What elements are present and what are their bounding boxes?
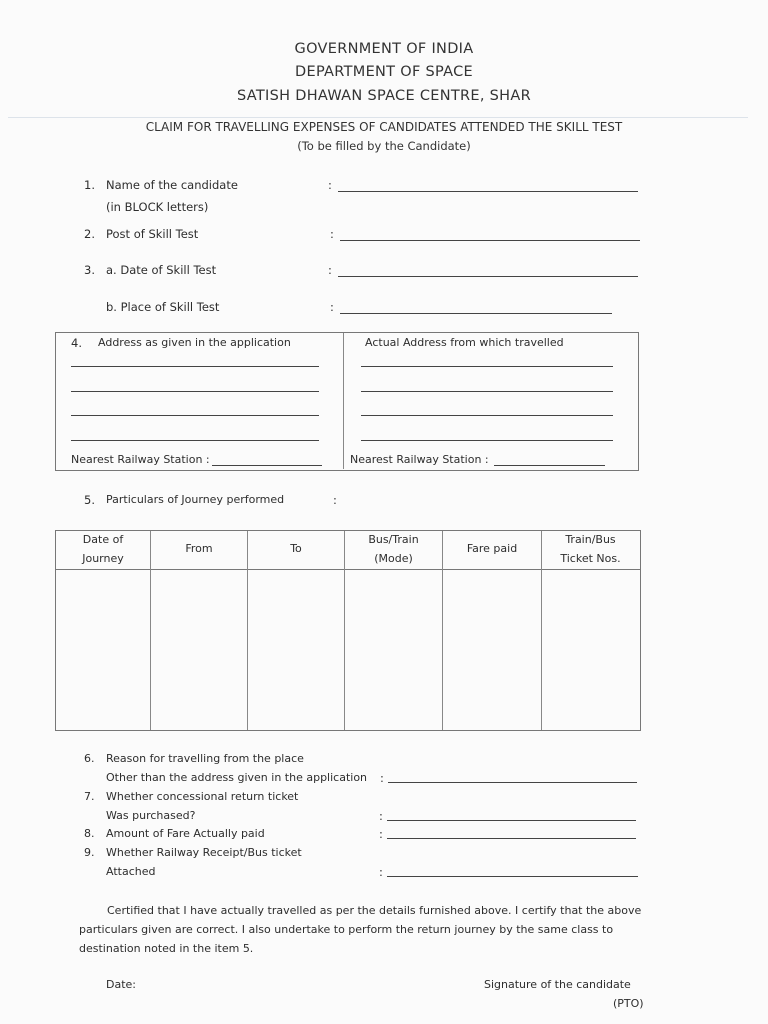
q3a-input-line[interactable] <box>338 276 638 277</box>
col-mode-line-1: Bus/Train <box>368 533 419 546</box>
q6-colon: : <box>380 771 384 785</box>
address-actual-header: Actual Address from which travelled <box>365 336 564 349</box>
q1-colon: : <box>328 178 332 192</box>
date-label: Date: <box>106 978 136 991</box>
q7-input-line[interactable] <box>387 820 636 821</box>
col-date-line-2: Journey <box>82 552 124 565</box>
certification-text-body: Certified that I have actually travelled as per the details furnished above. I certify that the above particulars given are correct. I also undertake to perform the return journey by the same class to destination noted in the item 5. <box>79 904 642 955</box>
q1-number: 1. <box>84 178 95 192</box>
q3b-colon: : <box>330 300 334 314</box>
col-mode-header <box>345 530 442 568</box>
application-address-line-3[interactable] <box>71 415 319 416</box>
q3a-colon: : <box>328 263 332 277</box>
actual-station-line[interactable] <box>494 465 605 466</box>
header-divider <box>8 117 748 118</box>
q1-label: Name of the candidate <box>106 178 238 192</box>
journey-col-divider-4 <box>442 531 443 730</box>
col-ticket-line-2: Ticket Nos. <box>560 552 621 565</box>
q2-label: Post of Skill Test <box>106 227 199 241</box>
header-centre: SATISH DHAWAN SPACE CENTRE, SHAR <box>237 88 531 104</box>
q9-input-line[interactable] <box>387 876 638 877</box>
header-department: DEPARTMENT OF SPACE <box>295 64 473 80</box>
address-application-header: Address as given in the application <box>98 336 291 349</box>
q8-label: Amount of Fare Actually paid <box>106 827 265 840</box>
col-mode-line-2: (Mode) <box>374 552 413 565</box>
q9-label-line-2: Attached <box>106 865 156 878</box>
col-ticket-line-1: Train/Bus <box>565 533 616 546</box>
pto-label: (PTO) <box>613 997 644 1010</box>
application-address-line-1[interactable] <box>71 366 319 367</box>
application-station-label: Nearest Railway Station : <box>71 453 210 466</box>
q6-label-line-2: Other than the address given in the application <box>106 771 368 784</box>
q5-colon: : <box>333 493 337 507</box>
address-box <box>55 332 639 471</box>
certification-text <box>79 901 644 958</box>
col-from-header: From <box>185 542 213 555</box>
form-title: CLAIM FOR TRAVELLING EXPENSES OF CANDIDATES ATTENDED THE SKILL TEST <box>145 120 623 134</box>
q8-colon: : <box>379 827 383 841</box>
q6-input-line[interactable] <box>388 782 637 783</box>
col-fare-paid-header: Fare paid <box>466 542 518 555</box>
q5-number: 5. <box>84 493 95 507</box>
q2-colon: : <box>330 227 334 241</box>
signature-label: Signature of the candidate <box>484 978 631 991</box>
actual-station-label: Nearest Railway Station : <box>350 453 489 466</box>
q9-label-line-1: Whether Railway Receipt/Bus ticket <box>106 846 302 859</box>
col-ticket-nos-header <box>542 530 639 568</box>
q6-label-line-1: Reason for travelling from the place <box>106 752 304 765</box>
q3b-label: b. Place of Skill Test <box>106 300 220 314</box>
q7-label-line-1: Whether concessional return ticket <box>106 790 299 803</box>
q8-number: 8. <box>84 827 95 840</box>
col-to-header: To <box>290 542 302 555</box>
q8-input-line[interactable] <box>387 838 636 839</box>
q3a-label: a. Date of Skill Test <box>106 263 217 277</box>
address-box-divider <box>343 333 344 469</box>
col-date-line-1: Date of <box>82 533 124 546</box>
q1-input-line[interactable] <box>338 191 638 192</box>
q6-number: 6. <box>84 752 95 765</box>
q7-label-line-2: Was purchased? <box>106 809 196 822</box>
q5-label: Particulars of Journey performed <box>106 493 285 506</box>
actual-address-line-4[interactable] <box>361 440 613 441</box>
q9-number: 9. <box>84 846 95 859</box>
actual-address-line-1[interactable] <box>361 366 613 367</box>
actual-address-line-2[interactable] <box>361 391 613 392</box>
q2-input-line[interactable] <box>340 240 640 241</box>
journey-table-header-divider <box>55 569 640 570</box>
q7-number: 7. <box>84 790 95 803</box>
q2-number: 2. <box>84 227 95 241</box>
q3-number: 3. <box>84 263 95 277</box>
application-station-line[interactable] <box>212 465 322 466</box>
q3b-input-line[interactable] <box>340 313 612 314</box>
q1-sublabel: (in BLOCK letters) <box>106 200 209 214</box>
header-government: GOVERNMENT OF INDIA <box>294 41 474 57</box>
q7-colon: : <box>379 809 383 823</box>
col-date-of-journey-header <box>56 530 150 568</box>
q9-colon: : <box>379 865 383 879</box>
actual-address-line-3[interactable] <box>361 415 613 416</box>
journey-col-divider-2 <box>247 531 248 730</box>
form-subtitle: (To be filled by the Candidate) <box>297 139 471 153</box>
q4-number: 4. <box>71 336 82 350</box>
application-address-line-4[interactable] <box>71 440 319 441</box>
journey-col-divider-1 <box>150 531 151 730</box>
application-address-line-2[interactable] <box>71 391 319 392</box>
